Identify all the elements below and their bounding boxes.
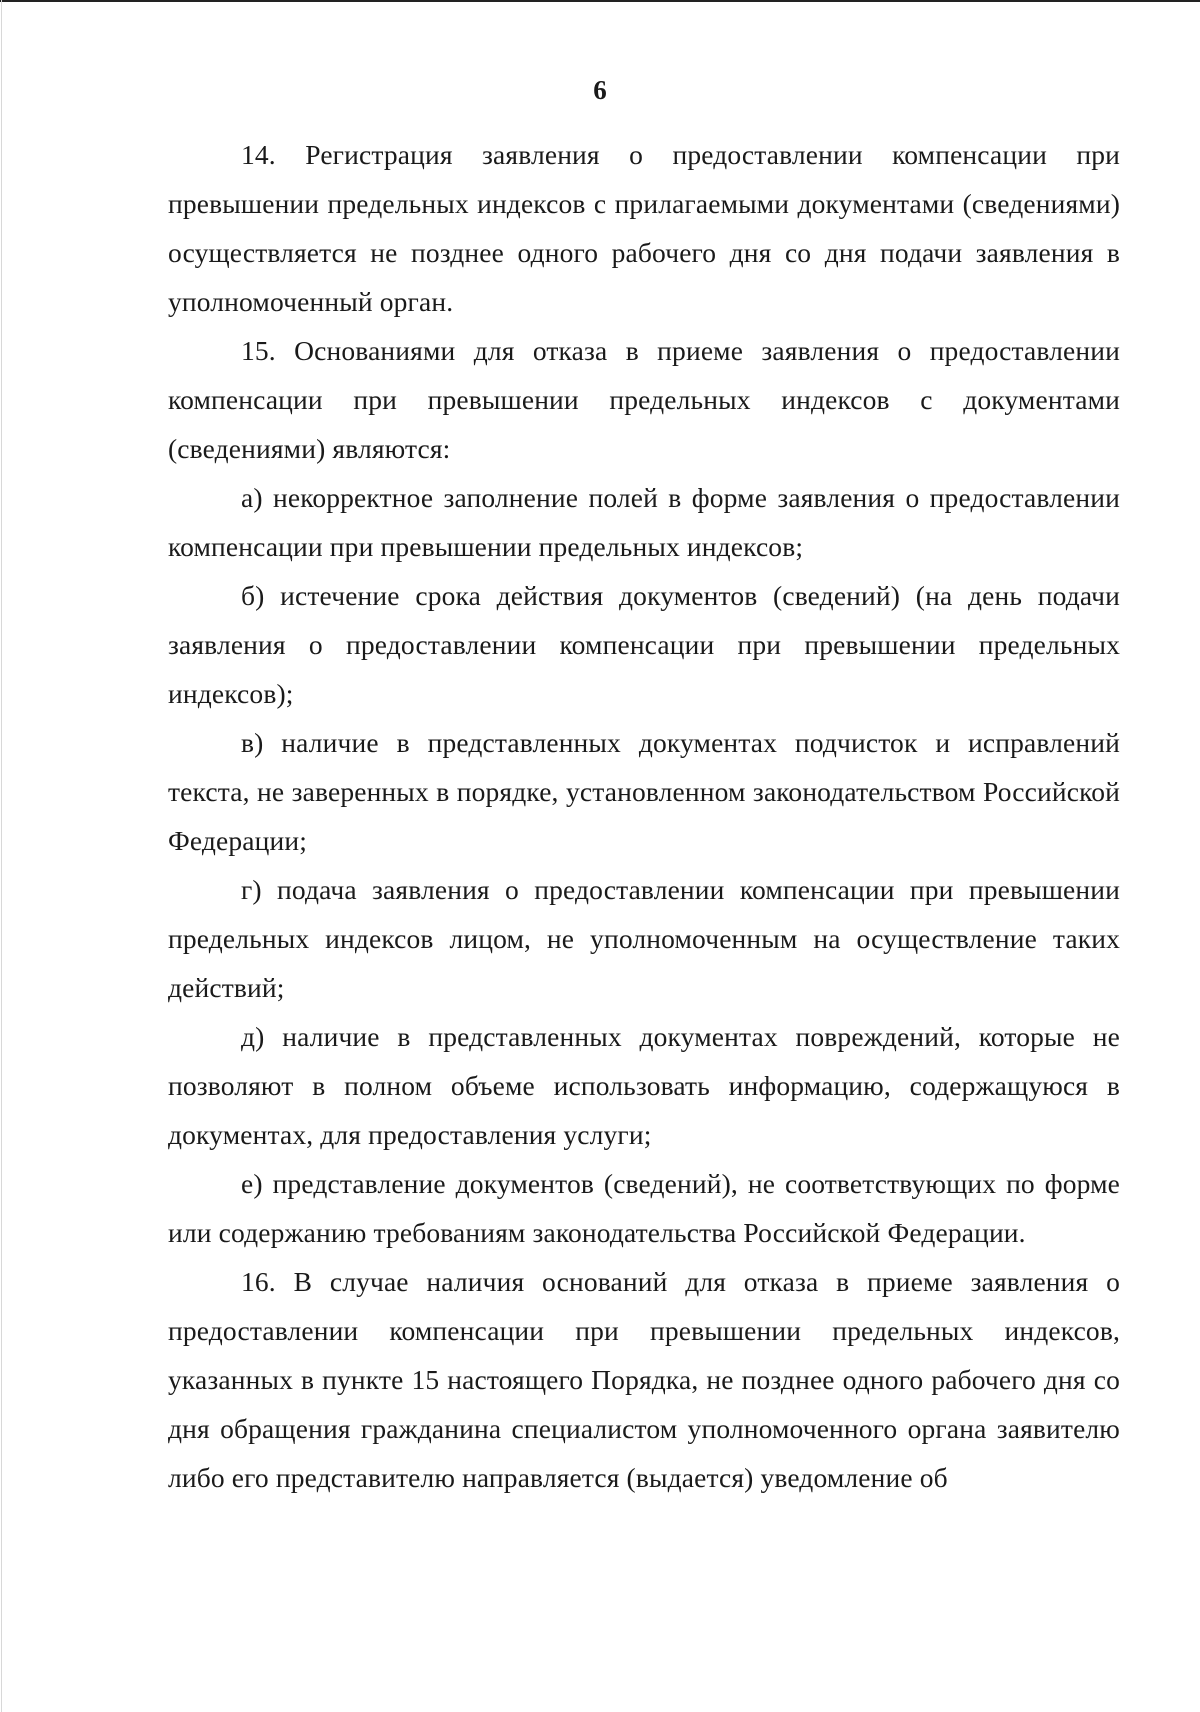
paragraph-16: 16. В случае наличия оснований для отказа в приеме заявления о предоставлении компенсации при превышении предельных индексов, указанных в пункте 15 настоящего Порядка, не позднее одного рабочего дня со дня обращения гражданина специалистом уполномоченного органа заявителю либо его представителю направляется (выдается) уведомление об — [168, 1266, 1120, 1493]
paragraph-15-v: в) наличие в представленных документах подчисток и исправлений текста, не заверенных в порядке, установленном законодательством Российской Федерации; — [168, 727, 1120, 856]
paragraph-15-a: а) некорректное заполнение полей в форме заявления о предоставлении компенсации при превышении предельных индексов; — [168, 482, 1120, 562]
page-number: 6 — [593, 75, 607, 105]
paragraph-15-b: б) истечение срока действия документов (сведений) (на день подачи заявления о предоставлении компенсации при превышении предельных индексов); — [168, 580, 1120, 709]
page-top-border — [0, 0, 1200, 2]
paragraph-15-d: д) наличие в представленных документах повреждений, которые не позволяют в полном объеме использовать информацию, содержащуюся в документах, для предоставления услуги; — [168, 1021, 1120, 1150]
paragraph-14: 14. Регистрация заявления о предоставлении компенсации при превышении предельных индексов с прилагаемыми документами (сведениями) осуществляется не позднее одного рабочего дня со дня подачи заявления в уполномоченный орган. — [168, 139, 1120, 317]
page-left-edge — [1, 0, 2, 1712]
document-body — [168, 130, 1120, 1502]
paragraph-15: 15. Основаниями для отказа в приеме заявления о предоставлении компенсации при превышении предельных индексов с документами (сведениями) являются: — [168, 335, 1120, 464]
paragraph-15-g: г) подача заявления о предоставлении компенсации при превышении предельных индексов лицом, не уполномоченным на осуществление таких действий; — [168, 874, 1120, 1003]
paragraph-15-e: е) представление документов (сведений), не соответствующих по форме или содержанию требованиям законодательства Российской Федерации. — [168, 1168, 1120, 1248]
